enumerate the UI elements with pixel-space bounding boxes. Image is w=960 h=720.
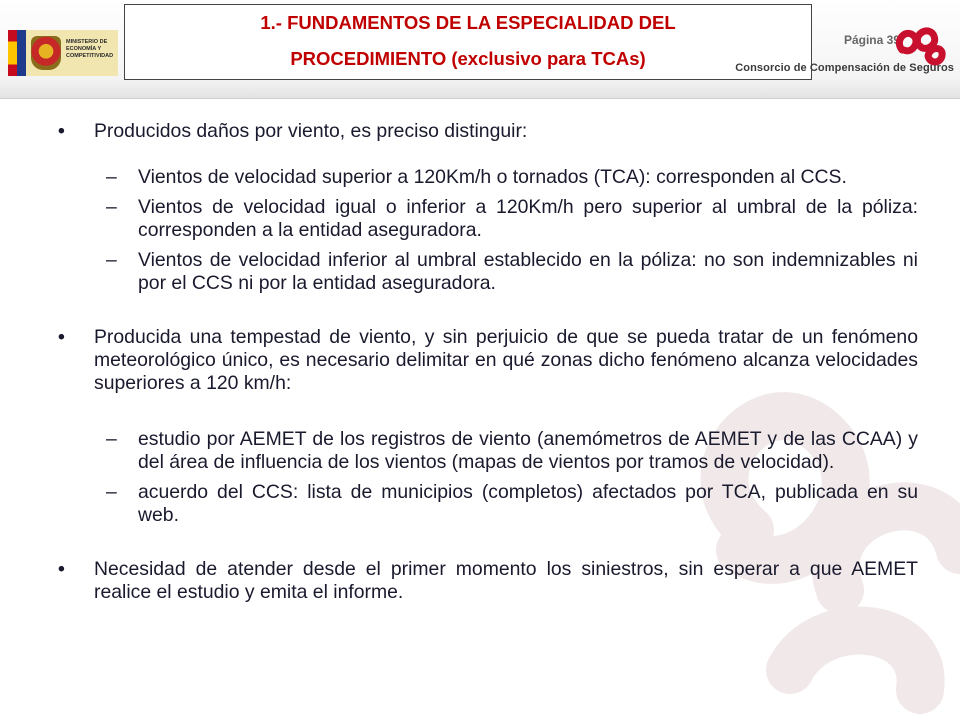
- bullet-item: [58, 326, 918, 395]
- bullet-text: Producidos daños por viento, es preciso distinguir:: [94, 120, 528, 142]
- bullet-marker: •: [58, 120, 65, 142]
- sub-item-text: Vientos de velocidad superior a 120Km/h o tornados (TCA): corresponden al CCS.: [138, 166, 847, 188]
- organization-name: Consorcio de Compensación de Seguros: [735, 62, 954, 74]
- sub-item-text: acuerdo del CCS: lista de municipios (completos) afectados por TCA, publicada en su web.: [138, 481, 918, 526]
- eu-flag-icon: [17, 30, 26, 76]
- slide-title-line-1: 1.- FUNDAMENTOS DE LA ESPECIALIDAD DEL: [260, 12, 676, 33]
- slide-header: [0, 0, 960, 99]
- sub-item-text: estudio por AEMET de los registros de viento (anemómetros de AEMET y de las CCAA) y del área de influencia de los vientos (mapas de vientos por tramos de velocidad).: [138, 428, 918, 473]
- sub-item: [58, 249, 918, 295]
- sub-item: [58, 196, 918, 242]
- bullet-text: Necesidad de atender desde el primer momento los siniestros, sin esperar a que AEMET realice el estudio y emita el informe.: [94, 558, 918, 603]
- ministry-logo: [8, 30, 118, 76]
- sub-item: [58, 481, 918, 527]
- page-number: Página 39: [843, 33, 900, 47]
- sub-marker: –: [106, 481, 117, 503]
- slide-body: [58, 120, 918, 604]
- bullet-marker: •: [58, 326, 65, 348]
- slide-title-box: [124, 4, 812, 80]
- sub-marker: –: [106, 428, 117, 450]
- bullet-item: [58, 558, 918, 604]
- sub-marker: –: [106, 166, 117, 188]
- bullet-text: Producida una tempestad de viento, y sin perjuicio de que se pueda tratar de un fenómeno meteorológico único, es necesario delimitar en qué zonas dicho fenómeno alcanza velocidades superiores a 120 km/h:: [94, 326, 918, 394]
- spain-flag-icon: [8, 30, 17, 76]
- sub-marker: –: [106, 196, 117, 218]
- sub-item: [58, 166, 918, 189]
- slide-title-line-2: PROCEDIMIENTO (exclusivo para TCAs): [290, 48, 646, 69]
- sub-item-text: Vientos de velocidad igual o inferior a 120Km/h pero superior al umbral de la póliza: corresponden a la entidad aseguradora.: [138, 196, 918, 241]
- coat-of-arms-icon: [31, 36, 61, 70]
- sub-item-text: Vientos de velocidad inferior al umbral establecido en la póliza: no son indemnizables ni por el CCS ni por la entidad aseguradora.: [138, 249, 918, 294]
- ccs-logo-icon: [892, 20, 948, 66]
- bullet-item: [58, 120, 918, 143]
- ministry-logo-text: MINISTERIO DE ECONOMÍA Y COMPETITIVIDAD: [66, 39, 114, 59]
- sub-item: [58, 428, 918, 474]
- sub-marker: –: [106, 249, 117, 271]
- bullet-marker: •: [58, 558, 65, 580]
